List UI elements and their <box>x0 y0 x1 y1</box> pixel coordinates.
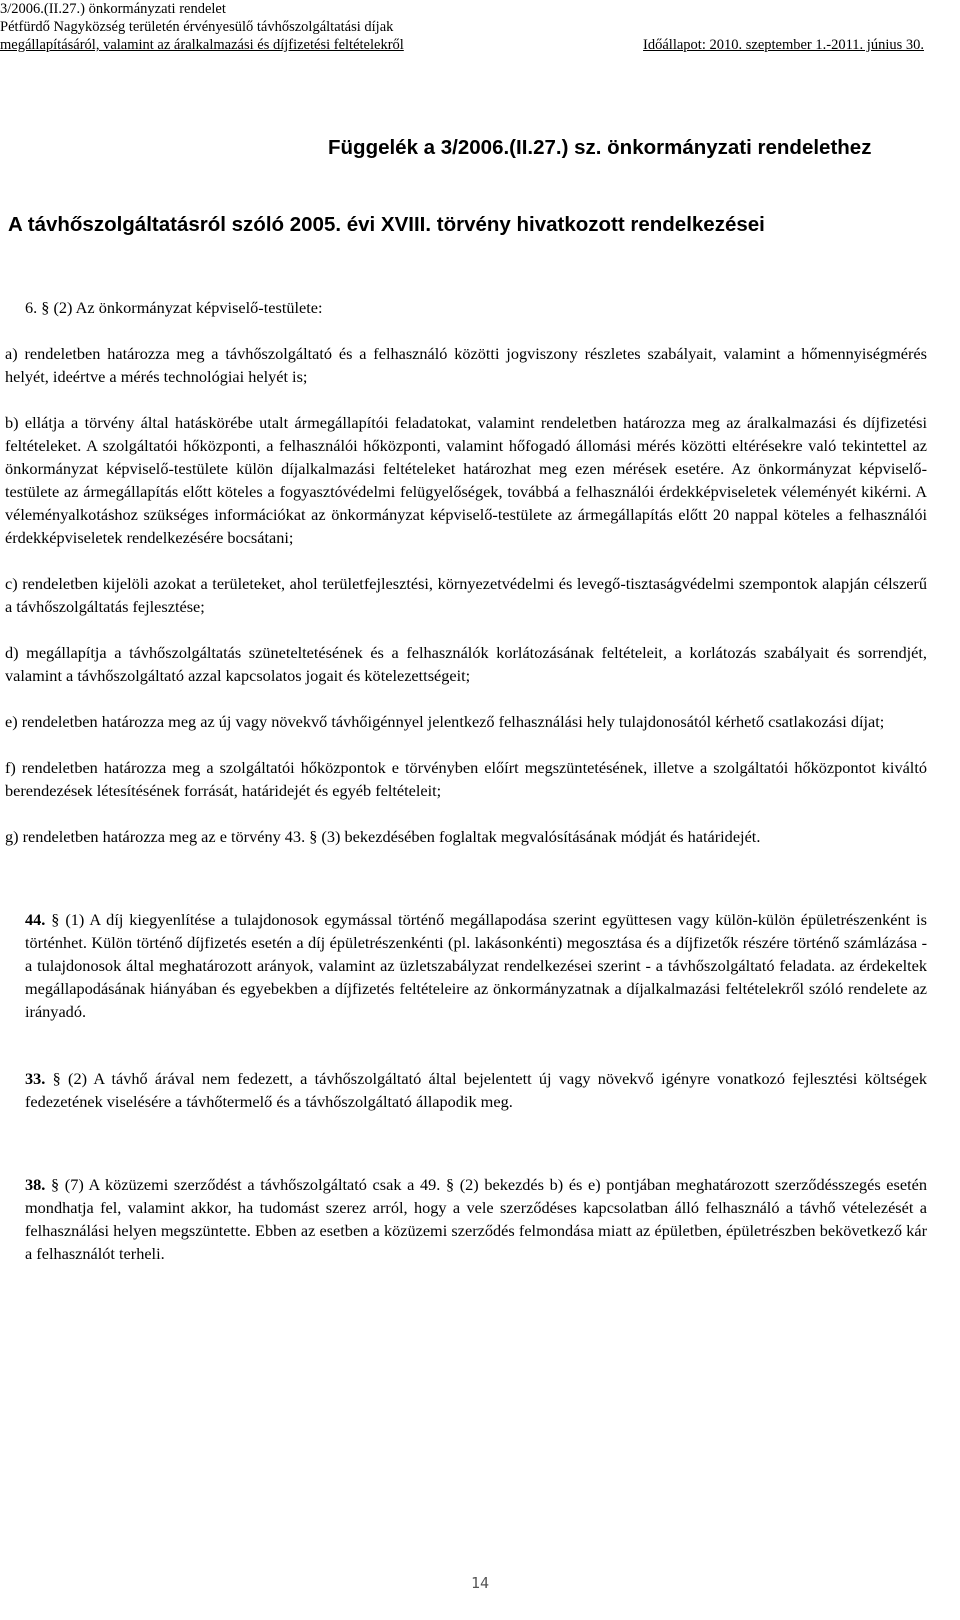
header-regulation-number: 3/2006.(II.27.) önkormányzati rendelet <box>0 1 226 17</box>
appendix-title: Függelék a 3/2006.(II.27.) sz. önkormányzati rendelethez <box>328 136 872 159</box>
header-regulation-title-cont: megállapításáról, valamint az áralkalmazási és díjfizetési feltételekről <box>0 37 404 53</box>
page-number: 14 <box>470 1574 490 1592</box>
section-6-number: 6. <box>25 298 38 317</box>
section-6-item-c: c) rendeletben kijelöli azokat a területeket, ahol területfejlesztési, környezetvédelmi és levegő-tisztaságvédelmi szempontok alapján célszerű a távhőszolgáltatás fejlesztése; <box>5 574 927 616</box>
section-6-item-b: b) ellátja a törvény által hatáskörébe utalt ármegállapítói feladatokat, valamint rendeletben határozza meg az áralkalmazási és díjfizetési feltételeket. A szolgáltatói hőközponti, a felhasználói hőközponti, valamint hőfogadó állomási mérés közötti eltérésekre való tekintettel az önkormányzat képviselő-testülete külön díjalkalmazási feltételeket határozhat meg ezen mérések esetére. Az önkormányzat képviselő-testülete az ármegállapítás előtt köteles a fogyasztóvédelmi felügyelőségek, továbbá a felhasználói érdekképviseletek véleményét kikérni. A véleményalkotáshoz szükséges információkat az önkormányzat képviselő-testülete az ármegállapítás előtt 20 nappal köteles a felhasználói érdekképviseletek rendelkezésére bocsátani; <box>5 413 927 547</box>
section-6-item-a: a) rendeletben határozza meg a távhőszolgáltató és a felhasználó közötti jogviszony részletes szabályait, valamint a hőmennyiségmérés helyét, ideértve a mérés technológiai helyét is; <box>5 344 927 386</box>
section-33: 33. § (2) A távhő árával nem fedezett, a távhőszolgáltató által bejelentett új vagy növekvő igényre vonatkozó fejlesztési költségek fedezetének viselésére a távhőtermelő és a távhőszolgáltató állapodik meg. <box>25 1069 927 1111</box>
header-regulation-title: Pétfürdő Nagyközség területén érvényesülő távhőszolgáltatási díjak <box>0 19 394 35</box>
header-time-state: Időállapot: 2010. szeptember 1.-2011. június 30. <box>643 37 924 53</box>
section-6-item-e: e) rendeletben határozza meg az új vagy növekvő távhőigénnyel jelentkező felhasználási hely tulajdonosától kérhető csatlakozási díjat; <box>5 712 885 731</box>
law-title: A távhőszolgáltatásról szóló 2005. évi XVIII. törvény hivatkozott rendelkezései <box>8 213 765 236</box>
document-body <box>5 296 927 1265</box>
section-44-number: 44. <box>25 910 46 929</box>
section-6-item-d: d) megállapítja a távhőszolgáltatás szüneteltetésének és a felhasználók korlátozásának feltételeit, a korlátozás szabályait és sorrendjét, valamint a távhőszolgáltató azzal kapcsolatos jogait és kötelezettségeit; <box>5 643 927 685</box>
section-38: 38. § (7) A közüzemi szerződést a távhőszolgáltató csak a 49. § (2) bekezdés b) és e) pontjában meghatározott szerződésszegés esetén mondhatja fel, valamint akkor, ha tudomást szerez arról, hogy a vele szerződéses kapcsolatban álló felhasználó a távhő vételezését a felhasználási helyen megszüntette. Ebben az esetben a közüzemi szerződés felmondása miatt az épületben, épületrészben bekövetkező kár a felhasználót terheli. <box>25 1175 927 1263</box>
section-33-number: 33. <box>25 1069 46 1088</box>
running-header <box>0 0 960 54</box>
header-line-3 <box>0 36 960 54</box>
section-6-intro: 6. § (2) Az önkormányzat képviselő-testülete: <box>25 298 323 317</box>
section-44: 44. § (1) A díj kiegyenlítése a tulajdonosok egymással történő megállapodása szerint együttesen vagy külön-külön épületrészenként is történhet. Külön történő díjfizetés esetén a díj épületrészenkénti (pl. lakásonkénti) megosztása és a díjfizetők részére történő számlázása - a tulajdonosok által meghatározott arányok, valamint az üzletszabályzat rendelkezései szerint - a távhőszolgáltató feladata. az érdekeltek megállapodásának hiányában és egyebekben a díjfizetés feltételeire az önkormányzatnak a díjalkalmazási feltételekről szóló rendelete az irányadó. <box>25 910 927 1021</box>
section-6-item-g: g) rendeletben határozza meg az e törvény 43. § (3) bekezdésében foglaltak megvalósításának módját és határidejét. <box>5 827 761 846</box>
section-38-number: 38. <box>25 1175 46 1194</box>
section-6-item-f: f) rendeletben határozza meg a szolgáltatói hőközpontok e törvényben előírt megszüntetésének, illetve a szolgáltatói hőközpontot kiváltó berendezések létesítésének forrását, határidejét és egyéb feltételeit; <box>5 758 927 800</box>
